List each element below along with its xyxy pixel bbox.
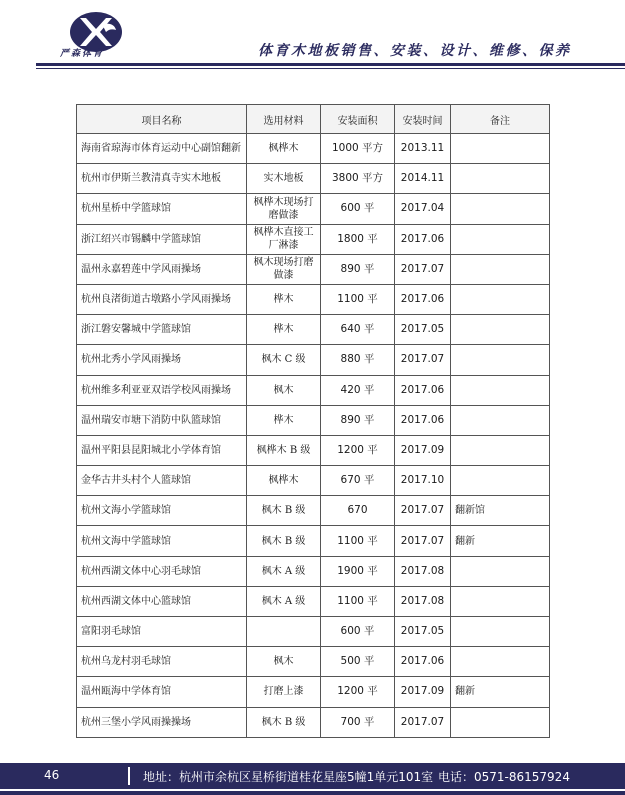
project-name-cell: 杭州西湖文体中心羽毛球馆 bbox=[77, 556, 247, 586]
page-number: 46 bbox=[44, 768, 60, 782]
material-cell: 枫木现场打磨做漆 bbox=[247, 254, 321, 284]
material-cell: 枫桦木直接工厂淋漆 bbox=[247, 224, 321, 254]
area-cell: 890 平 bbox=[321, 254, 395, 284]
date-cell: 2017.08 bbox=[395, 556, 451, 586]
material-cell: 桦木 bbox=[247, 315, 321, 345]
area-cell: 700 平 bbox=[321, 707, 395, 737]
header-material: 选用材料 bbox=[247, 105, 321, 134]
area-cell: 600 平 bbox=[321, 617, 395, 647]
area-cell: 3800 平方 bbox=[321, 164, 395, 194]
area-cell: 640 平 bbox=[321, 315, 395, 345]
project-name-cell: 杭州市伊斯兰教清真寺实木地板 bbox=[77, 164, 247, 194]
date-cell: 2017.07 bbox=[395, 254, 451, 284]
table-row bbox=[77, 405, 550, 435]
area-cell: 420 平 bbox=[321, 375, 395, 405]
note-cell bbox=[451, 556, 550, 586]
date-cell: 2017.09 bbox=[395, 435, 451, 465]
project-name-cell: 温州瓯海中学体育馆 bbox=[77, 677, 247, 707]
project-name-cell: 杭州文海小学篮球馆 bbox=[77, 496, 247, 526]
table-row bbox=[77, 164, 550, 194]
table-row bbox=[77, 134, 550, 164]
date-cell: 2017.06 bbox=[395, 375, 451, 405]
date-cell: 2017.09 bbox=[395, 677, 451, 707]
footer-address: 地址：杭州市余杭区星桥街道桂花星座5幢1单元101室 bbox=[143, 770, 434, 784]
brand-logo-icon bbox=[62, 10, 130, 68]
area-cell: 670 bbox=[321, 496, 395, 526]
project-name-cell: 杭州北秀小学风雨操场 bbox=[77, 345, 247, 375]
project-name-cell: 杭州乌龙村羽毛球馆 bbox=[77, 647, 247, 677]
project-name-cell: 温州瑞安市塘下消防中队篮球馆 bbox=[77, 405, 247, 435]
table-row bbox=[77, 375, 550, 405]
project-name-cell: 富阳羽毛球馆 bbox=[77, 617, 247, 647]
material-cell: 桦木 bbox=[247, 284, 321, 314]
project-name-cell: 杭州三堡小学风雨操操场 bbox=[77, 707, 247, 737]
date-cell: 2017.07 bbox=[395, 707, 451, 737]
date-cell: 2017.04 bbox=[395, 194, 451, 224]
table-row bbox=[77, 586, 550, 616]
footer-separator bbox=[128, 767, 130, 785]
note-cell bbox=[451, 345, 550, 375]
material-cell: 枫木 C 级 bbox=[247, 345, 321, 375]
area-cell: 600 平 bbox=[321, 194, 395, 224]
header-divider-thin bbox=[36, 68, 625, 69]
table-row bbox=[77, 526, 550, 556]
material-cell: 枫木 A 级 bbox=[247, 586, 321, 616]
project-name-cell: 温州平阳县昆阳城北小学体育馆 bbox=[77, 435, 247, 465]
area-cell: 1100 平 bbox=[321, 284, 395, 314]
header-note: 备注 bbox=[451, 105, 550, 134]
project-name-cell: 杭州维多利亚亚双语学校风雨操场 bbox=[77, 375, 247, 405]
table-row bbox=[77, 315, 550, 345]
date-cell: 2017.05 bbox=[395, 617, 451, 647]
area-cell: 1100 平 bbox=[321, 586, 395, 616]
table-row bbox=[77, 556, 550, 586]
area-cell: 1200 平 bbox=[321, 677, 395, 707]
note-cell bbox=[451, 375, 550, 405]
table-row bbox=[77, 435, 550, 465]
material-cell: 枫桦木现场打磨做漆 bbox=[247, 194, 321, 224]
project-name-cell: 杭州良渚街道古墩路小学风雨操场 bbox=[77, 284, 247, 314]
material-cell: 枫木 B 级 bbox=[247, 707, 321, 737]
table-row bbox=[77, 194, 550, 224]
material-cell: 枫桦木 bbox=[247, 134, 321, 164]
date-cell: 2017.06 bbox=[395, 224, 451, 254]
table-row bbox=[77, 254, 550, 284]
projects-table bbox=[76, 104, 550, 738]
note-cell bbox=[451, 466, 550, 496]
note-cell bbox=[451, 435, 550, 465]
area-cell: 880 平 bbox=[321, 345, 395, 375]
material-cell: 枫桦木 B 级 bbox=[247, 435, 321, 465]
brand-logo-text: 严森体育 bbox=[60, 49, 105, 59]
date-cell: 2017.07 bbox=[395, 526, 451, 556]
footer-bar-thin bbox=[0, 791, 625, 795]
project-name-cell: 杭州星桥中学篮球馆 bbox=[77, 194, 247, 224]
note-cell bbox=[451, 194, 550, 224]
table-row bbox=[77, 707, 550, 737]
table-row bbox=[77, 284, 550, 314]
table-row bbox=[77, 496, 550, 526]
table-body bbox=[77, 134, 550, 738]
note-cell bbox=[451, 254, 550, 284]
area-cell: 1000 平方 bbox=[321, 134, 395, 164]
project-name-cell: 杭州文海中学篮球馆 bbox=[77, 526, 247, 556]
project-name-cell: 浙江绍兴市锡麟中学篮球馆 bbox=[77, 224, 247, 254]
footer-phone: 电话：0571-86157924 bbox=[438, 770, 570, 784]
note-cell bbox=[451, 405, 550, 435]
note-cell bbox=[451, 134, 550, 164]
area-cell: 500 平 bbox=[321, 647, 395, 677]
date-cell: 2017.07 bbox=[395, 345, 451, 375]
note-cell bbox=[451, 224, 550, 254]
date-cell: 2017.10 bbox=[395, 466, 451, 496]
table-header-row bbox=[77, 105, 550, 134]
material-cell: 枫木 B 级 bbox=[247, 496, 321, 526]
material-cell: 枫木 bbox=[247, 375, 321, 405]
material-cell: 打磨上漆 bbox=[247, 677, 321, 707]
date-cell: 2017.08 bbox=[395, 586, 451, 616]
note-cell bbox=[451, 284, 550, 314]
note-cell bbox=[451, 707, 550, 737]
material-cell: 枫木 bbox=[247, 647, 321, 677]
project-name-cell: 浙江磐安馨城中学篮球馆 bbox=[77, 315, 247, 345]
table-row bbox=[77, 647, 550, 677]
area-cell: 890 平 bbox=[321, 405, 395, 435]
material-cell: 枫木 A 级 bbox=[247, 556, 321, 586]
date-cell: 2017.06 bbox=[395, 284, 451, 314]
material-cell: 桦木 bbox=[247, 405, 321, 435]
header-area: 安装面积 bbox=[321, 105, 395, 134]
note-cell bbox=[451, 315, 550, 345]
area-cell: 1800 平 bbox=[321, 224, 395, 254]
material-cell bbox=[247, 617, 321, 647]
project-name-cell: 杭州西湖文体中心篮球馆 bbox=[77, 586, 247, 616]
date-cell: 2017.06 bbox=[395, 647, 451, 677]
date-cell: 2017.07 bbox=[395, 496, 451, 526]
table-row bbox=[77, 224, 550, 254]
material-cell: 枫木 B 级 bbox=[247, 526, 321, 556]
header-divider bbox=[36, 63, 625, 66]
table-row bbox=[77, 466, 550, 496]
area-cell: 1200 平 bbox=[321, 435, 395, 465]
date-cell: 2017.05 bbox=[395, 315, 451, 345]
table-row bbox=[77, 677, 550, 707]
project-name-cell: 海南省琼海市体育运动中心副馆翻新 bbox=[77, 134, 247, 164]
note-cell bbox=[451, 164, 550, 194]
table-row bbox=[77, 345, 550, 375]
material-cell: 枫桦木 bbox=[247, 466, 321, 496]
material-cell: 实木地板 bbox=[247, 164, 321, 194]
area-cell: 1100 平 bbox=[321, 526, 395, 556]
area-cell: 670 平 bbox=[321, 466, 395, 496]
area-cell: 1900 平 bbox=[321, 556, 395, 586]
header-project-name: 项目名称 bbox=[77, 105, 247, 134]
date-cell: 2013.11 bbox=[395, 134, 451, 164]
date-cell: 2014.11 bbox=[395, 164, 451, 194]
note-cell bbox=[451, 617, 550, 647]
header-date: 安装时间 bbox=[395, 105, 451, 134]
note-cell: 翻新 bbox=[451, 526, 550, 556]
note-cell: 翻新 bbox=[451, 677, 550, 707]
header-slogan: 体育木地板销售、安装、设计、维修、保养 bbox=[258, 43, 572, 59]
note-cell bbox=[451, 647, 550, 677]
note-cell: 翻新馆 bbox=[451, 496, 550, 526]
note-cell bbox=[451, 586, 550, 616]
table-row bbox=[77, 617, 550, 647]
date-cell: 2017.06 bbox=[395, 405, 451, 435]
project-name-cell: 金华古井头村个人篮球馆 bbox=[77, 466, 247, 496]
project-name-cell: 温州永嘉碧莲中学风雨操场 bbox=[77, 254, 247, 284]
